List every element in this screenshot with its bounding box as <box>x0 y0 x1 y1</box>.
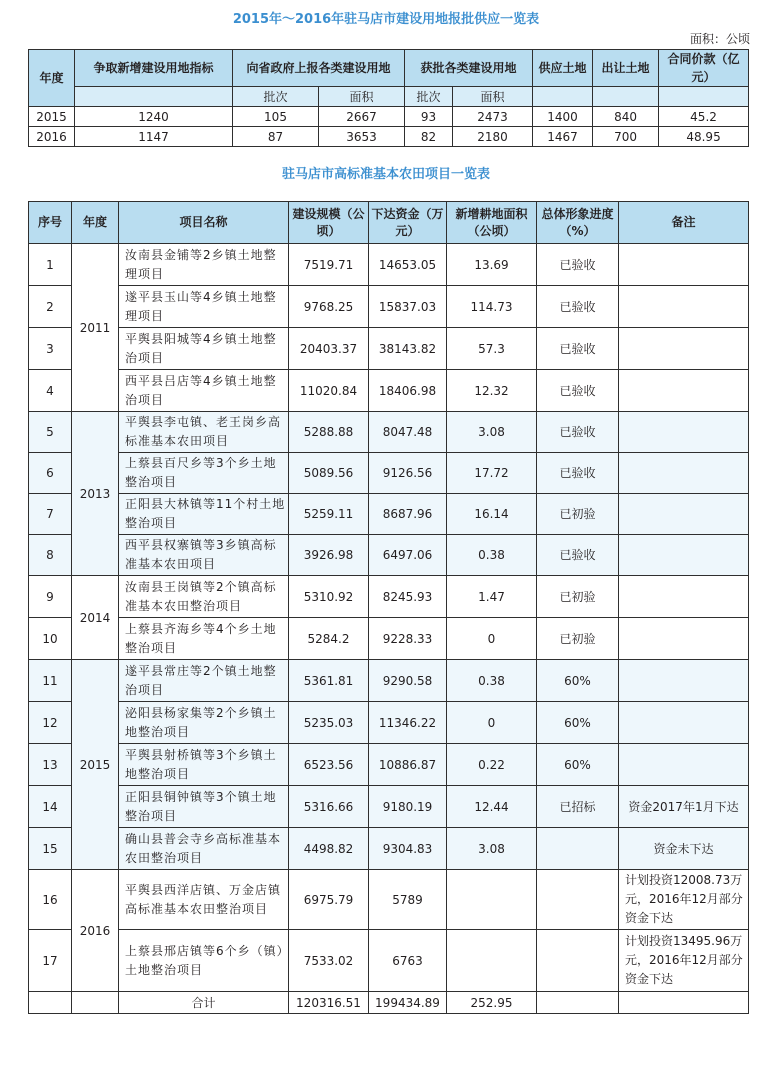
row-note <box>619 576 749 618</box>
row-progress: 已验收 <box>537 328 619 370</box>
row-no: 5 <box>29 412 72 453</box>
row-note <box>619 328 749 370</box>
row-progress: 已初验 <box>537 494 619 535</box>
row-funds: 18406.98 <box>369 370 447 412</box>
header-sub-area: 面积 <box>319 87 405 107</box>
row-no: 13 <box>29 744 72 786</box>
row-newland: 114.73 <box>447 286 537 328</box>
header-note: 备注 <box>619 202 749 244</box>
row-funds: 8687.96 <box>369 494 447 535</box>
row-scale: 11020.84 <box>289 370 369 412</box>
header-approved: 获批各类建设用地 <box>405 50 533 87</box>
row-funds: 11346.22 <box>369 702 447 744</box>
header-app-area: 面积 <box>453 87 533 107</box>
row-year: 2011 <box>72 244 119 412</box>
table-row <box>29 870 749 930</box>
row-note <box>619 412 749 453</box>
row-funds: 9304.83 <box>369 828 447 870</box>
row-note <box>619 370 749 412</box>
row-funds: 8047.48 <box>369 412 447 453</box>
table-row <box>29 286 749 328</box>
row-funds: 9126.56 <box>369 453 447 494</box>
row-newland: 57.3 <box>447 328 537 370</box>
row-progress: 已验收 <box>537 412 619 453</box>
row-note <box>619 535 749 576</box>
row-year: 2015 <box>72 660 119 870</box>
table-row <box>29 930 749 992</box>
row-no: 12 <box>29 702 72 744</box>
table1-title: 2015年～2016年驻马店市建设用地报批供应一览表 <box>232 12 540 27</box>
row-project-name: 平舆县射桥镇等3个乡镇土地整治项目 <box>119 744 289 786</box>
row-scale: 7533.02 <box>289 930 369 992</box>
header-no: 序号 <box>29 202 72 244</box>
row-funds: 9290.58 <box>369 660 447 702</box>
table-row <box>29 412 749 453</box>
row-project-name: 正阳县大林镇等11个村土地整治项目 <box>119 494 289 535</box>
header-sub-batch: 批次 <box>233 87 319 107</box>
table2-title: 驻马店市高标准基本农田项目一览表 <box>281 167 490 182</box>
header-indicator: 争取新增建设用地指标 <box>75 50 233 87</box>
table1-unit: 面积：公顷 <box>689 32 750 46</box>
total-funds: 199434.89 <box>369 992 447 1014</box>
row-no: 6 <box>29 453 72 494</box>
row-project-name: 正阳县铜钟镇等3个镇土地整治项目 <box>119 786 289 828</box>
table-row <box>29 244 749 286</box>
row-newland: 3.08 <box>447 412 537 453</box>
total-newland: 252.95 <box>447 992 537 1014</box>
table-row: 2016 1147 87 3653 82 2180 1467 700 48.95 <box>29 127 749 147</box>
table-row <box>29 535 749 576</box>
row-newland: 13.69 <box>447 244 537 286</box>
row-scale: 5288.88 <box>289 412 369 453</box>
row-scale: 5089.56 <box>289 453 369 494</box>
row-scale: 5235.03 <box>289 702 369 744</box>
row-scale: 6523.56 <box>289 744 369 786</box>
row-no: 16 <box>29 870 72 930</box>
row-no: 9 <box>29 576 72 618</box>
row-note <box>619 286 749 328</box>
row-scale: 7519.71 <box>289 244 369 286</box>
row-newland <box>447 930 537 992</box>
row-progress <box>537 930 619 992</box>
header-scale: 建设规模（公顷） <box>289 202 369 244</box>
row-newland: 16.14 <box>447 494 537 535</box>
row-no: 10 <box>29 618 72 660</box>
row-no: 15 <box>29 828 72 870</box>
row-progress: 60% <box>537 660 619 702</box>
row-note <box>619 702 749 744</box>
row-scale: 5310.92 <box>289 576 369 618</box>
header-contract: 合同价款（亿元） <box>659 50 749 87</box>
table-row <box>29 702 749 744</box>
row-newland: 3.08 <box>447 828 537 870</box>
row-note <box>619 244 749 286</box>
row-progress: 已招标 <box>537 786 619 828</box>
row-note <box>619 660 749 702</box>
row-project-name: 汝南县王岗镇等2个镇高标准基本农田整治项目 <box>119 576 289 618</box>
row-newland: 1.47 <box>447 576 537 618</box>
table-row <box>29 576 749 618</box>
row-no: 4 <box>29 370 72 412</box>
row-project-name: 遂平县常庄等2个镇土地整治项目 <box>119 660 289 702</box>
header-newland: 新增耕地面积（公顷） <box>447 202 537 244</box>
row-funds: 9228.33 <box>369 618 447 660</box>
row-progress: 已验收 <box>537 244 619 286</box>
table-subheader-row <box>29 87 749 107</box>
row-scale: 6975.79 <box>289 870 369 930</box>
table-row <box>29 618 749 660</box>
row-no: 1 <box>29 244 72 286</box>
header-year: 年度 <box>29 50 75 107</box>
table-row <box>29 494 749 535</box>
row-newland: 0.22 <box>447 744 537 786</box>
row-note <box>619 618 749 660</box>
row-no: 11 <box>29 660 72 702</box>
row-newland: 0.38 <box>447 535 537 576</box>
table-row <box>29 828 749 870</box>
row-note <box>619 744 749 786</box>
row-funds: 15837.03 <box>369 286 447 328</box>
row-progress: 已验收 <box>537 286 619 328</box>
row-progress: 已验收 <box>537 453 619 494</box>
header-transfer: 出让土地 <box>593 50 659 87</box>
row-no: 2 <box>29 286 72 328</box>
header-progress: 总体形象进度（%） <box>537 202 619 244</box>
row-project-name: 西平县权寨镇等3乡镇高标准基本农田项目 <box>119 535 289 576</box>
table-row <box>29 453 749 494</box>
row-note: 计划投资13495.96万元，2016年12月部分资金下达 <box>619 930 749 992</box>
row-newland: 0.38 <box>447 660 537 702</box>
row-no: 3 <box>29 328 72 370</box>
header-name: 项目名称 <box>119 202 289 244</box>
total-scale: 120316.51 <box>289 992 369 1014</box>
header-year: 年度 <box>72 202 119 244</box>
row-newland <box>447 870 537 930</box>
farmland-project-table <box>28 201 749 1014</box>
table-header-row <box>29 50 749 87</box>
row-project-name: 确山县普会寺乡高标准基本农田整治项目 <box>119 828 289 870</box>
row-progress: 已验收 <box>537 535 619 576</box>
row-progress: 已初验 <box>537 576 619 618</box>
total-row <box>29 992 749 1014</box>
row-project-name: 遂平县玉山等4乡镇土地整理项目 <box>119 286 289 328</box>
row-newland: 0 <box>447 618 537 660</box>
table-row <box>29 786 749 828</box>
table-row <box>29 660 749 702</box>
row-scale: 4498.82 <box>289 828 369 870</box>
row-project-name: 平舆县李屯镇、老王岗乡高标准基本农田项目 <box>119 412 289 453</box>
row-note <box>619 494 749 535</box>
row-newland: 12.32 <box>447 370 537 412</box>
row-note: 计划投资12008.73万元，2016年12月部分资金下达 <box>619 870 749 930</box>
row-funds: 38143.82 <box>369 328 447 370</box>
row-no: 14 <box>29 786 72 828</box>
row-note: 资金2017年1月下达 <box>619 786 749 828</box>
row-project-name: 平舆县西洋店镇、万金店镇高标准基本农田整治项目 <box>119 870 289 930</box>
row-newland: 17.72 <box>447 453 537 494</box>
row-scale: 5259.11 <box>289 494 369 535</box>
row-scale: 5284.2 <box>289 618 369 660</box>
row-no: 17 <box>29 930 72 992</box>
row-note <box>619 453 749 494</box>
row-project-name: 上蔡县邢店镇等6个乡（镇）土地整治项目 <box>119 930 289 992</box>
row-project-name: 上蔡县百尺乡等3个乡土地整治项目 <box>119 453 289 494</box>
row-progress: 已验收 <box>537 370 619 412</box>
row-progress <box>537 828 619 870</box>
row-year: 2014 <box>72 576 119 660</box>
row-year: 2013 <box>72 412 119 576</box>
row-scale: 9768.25 <box>289 286 369 328</box>
row-funds: 10886.87 <box>369 744 447 786</box>
row-newland: 12.44 <box>447 786 537 828</box>
row-progress: 60% <box>537 744 619 786</box>
table-header-row <box>29 202 749 244</box>
row-funds: 8245.93 <box>369 576 447 618</box>
row-funds: 14653.05 <box>369 244 447 286</box>
row-funds: 5789 <box>369 870 447 930</box>
row-scale: 5316.66 <box>289 786 369 828</box>
row-project-name: 泌阳县杨家集等2个乡镇土地整治项目 <box>119 702 289 744</box>
row-progress: 已初验 <box>537 618 619 660</box>
table-row <box>29 328 749 370</box>
row-scale: 3926.98 <box>289 535 369 576</box>
row-note: 资金未下达 <box>619 828 749 870</box>
row-newland: 0 <box>447 702 537 744</box>
header-submitted: 向省政府上报各类建设用地 <box>233 50 405 87</box>
row-project-name: 西平县吕店等4乡镇土地整治项目 <box>119 370 289 412</box>
header-funds: 下达资金（万元） <box>369 202 447 244</box>
row-funds: 6497.06 <box>369 535 447 576</box>
row-project-name: 上蔡县齐海乡等4个乡土地整治项目 <box>119 618 289 660</box>
row-scale: 5361.81 <box>289 660 369 702</box>
row-funds: 6763 <box>369 930 447 992</box>
row-project-name: 汝南县金铺等2乡镇土地整理项目 <box>119 244 289 286</box>
row-funds: 9180.19 <box>369 786 447 828</box>
table-row <box>29 744 749 786</box>
row-no: 8 <box>29 535 72 576</box>
row-progress: 60% <box>537 702 619 744</box>
land-supply-table <box>28 49 749 147</box>
row-year: 2016 <box>72 870 119 992</box>
header-supply: 供应土地 <box>533 50 593 87</box>
row-progress <box>537 870 619 930</box>
total-label: 合计 <box>119 992 289 1014</box>
row-scale: 20403.37 <box>289 328 369 370</box>
row-project-name: 平舆县阳城等4乡镇土地整治项目 <box>119 328 289 370</box>
table-row: 2015 1240 105 2667 93 2473 1400 840 45.2 <box>29 107 749 127</box>
table-row <box>29 370 749 412</box>
row-no: 7 <box>29 494 72 535</box>
header-app-batch: 批次 <box>405 87 453 107</box>
